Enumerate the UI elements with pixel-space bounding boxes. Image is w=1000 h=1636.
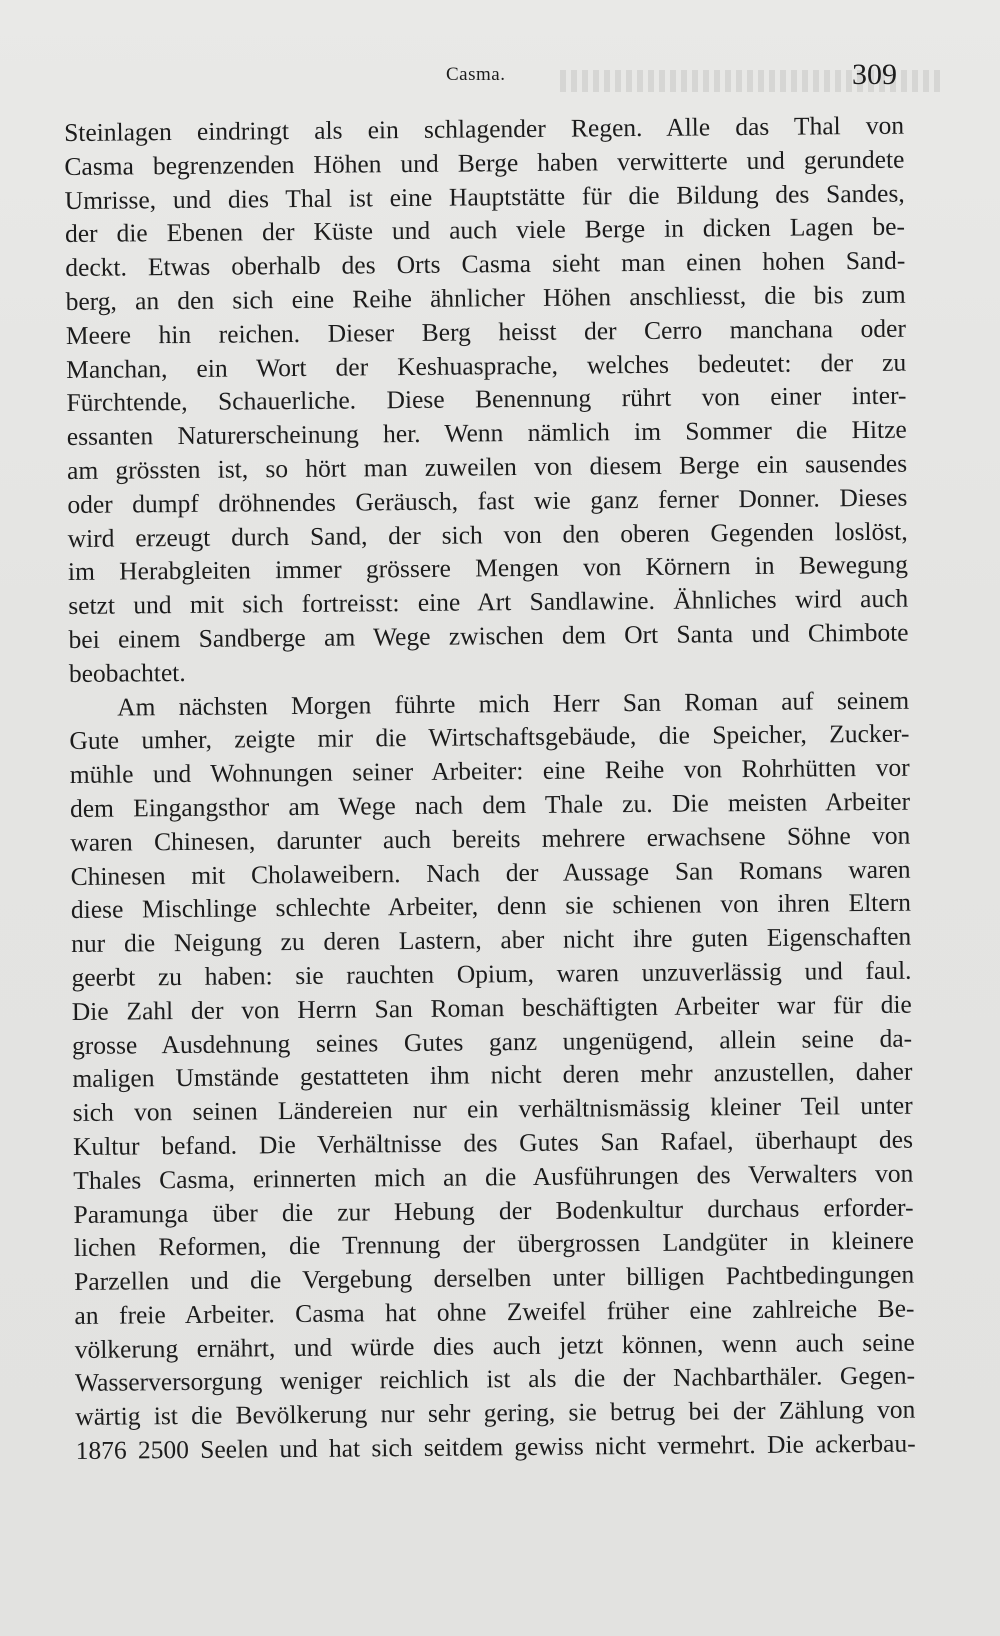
text-line: wird erzeugt durch Sand, der sich von den oberen Gegenden loslöst,	[67, 516, 908, 553]
text-line: essanten Naturerscheinung her. Wenn nämlich im Sommer die Hitze	[66, 414, 907, 452]
text-line: beobachtet.	[68, 657, 186, 688]
text-line: Umrisse, und dies Thal ist eine Hauptstätte für die Bildung des Sandes,	[64, 178, 905, 215]
paragraph	[64, 109, 909, 691]
text-line: waren Chinesen, darunter auch bereits mehrere erwachsene Söhne von	[70, 820, 911, 857]
text-line: am grössten ist, so hört man zuweilen von diesem Berge ein sausendes	[66, 448, 908, 485]
page-number: 309	[852, 58, 897, 91]
text-line: grosse Ausdehnung seines Gutes ganz ungenügend, allein seine da-	[71, 1023, 913, 1060]
text-line: Meere hin reichen. Dieser Berg heisst der Cerro manchana oder	[65, 313, 907, 350]
text-line: mühle und Wohnungen seiner Arbeiter: eine Reihe von Rohrhütten vor	[69, 752, 910, 790]
text-line: Am nächsten Morgen führte mich Herr San Roman auf seinem	[117, 685, 910, 722]
text-line: nur die Neigung zu deren Lastern, aber nicht ihre guten Eigenschaften	[71, 921, 912, 959]
text-line: deckt. Etwas oberhalb des Orts Casma sieht man einen hohen Sand-	[65, 245, 906, 283]
text-line: geerbt zu haben: sie rauchten Opium, waren unzuverlässig und faul.	[71, 955, 912, 992]
text-line: Kultur befand. Die Verhältnisse des Gutes San Rafael, überhaupt des	[72, 1124, 914, 1161]
text-line: Paramunga über die zur Hebung der Bodenkultur durchaus erforder-	[73, 1192, 914, 1229]
text-line: Chinesen mit Cholaweibern. Nach der Aussage San Romans waren	[70, 854, 911, 891]
text-line: im Herabgleiten immer grössere Mengen von Körnern in Bewegung	[67, 550, 909, 587]
text-line: Fürchtende, Schauerliche. Diese Benennung rührt von einer inter-	[66, 381, 907, 418]
body-text	[64, 109, 916, 1468]
text-line: Thales Casma, erinnerten mich an die Ausführungen des Verwalters von	[73, 1158, 914, 1195]
text-line: Steinlagen eindringt als ein schlagender Regen. Alle das Thal von	[64, 110, 905, 147]
text-line: oder dumpf dröhnendes Geräusch, fast wie ganz ferner Donner. Dieses	[67, 482, 908, 519]
text-line: völkerung ernährt, und würde dies auch jetzt können, wenn auch seine	[74, 1327, 915, 1364]
text-line: dem Eingangsthor am Wege nach dem Thale zu. Die meisten Arbeiter	[69, 786, 911, 823]
text-line: 1876 2500 Seelen und hat sich seitdem gewiss nicht vermehrt. Die ackerbau-	[75, 1428, 916, 1466]
text-line: bei einem Sandberge am Wege zwischen dem Ort Santa und Chimbote	[68, 617, 909, 654]
running-head: Casma.	[446, 64, 506, 85]
text-line: an freie Arbeiter. Casma hat ohne Zweifel früher eine zahlreiche Be-	[74, 1293, 915, 1330]
text-line: Casma begrenzenden Höhen und Berge haben verwitterte und gerundete	[64, 144, 905, 181]
text-line: sich von seinen Ländereien nur ein verhältnismässig kleiner Teil unter	[72, 1090, 913, 1128]
text-line: diese Mischlinge schlechte Arbeiter, denn sie schienen von ihren Eltern	[70, 887, 912, 925]
paragraph	[69, 683, 916, 1468]
text-line: Die Zahl der von Herrn San Roman beschäftigten Arbeiter war für die	[71, 989, 912, 1026]
text-line: berg, an den sich eine Reihe ähnlicher Höhen anschliesst, die bis zum	[65, 279, 906, 316]
text-line: Wasserversorgung weniger reichlich ist als die der Nachbarthäler. Gegen-	[74, 1361, 916, 1398]
text-line: maligen Umstände gestatteten ihm nicht deren mehr anzustellen, daher	[72, 1056, 913, 1094]
text-line: Manchan, ein Wort der Keshuasprache, welches bedeutet: der zu	[66, 347, 907, 384]
text-line: Gute umher, zeigte mir die Wirtschaftsgebäude, die Speicher, Zucker-	[69, 718, 910, 756]
text-line: setzt und mit sich fortreisst: eine Art Sandlawine. Ähnliches wird auch	[68, 583, 909, 621]
text-line: Parzellen und die Vergebung derselben unter billigen Pachtbedingungen	[74, 1259, 915, 1297]
text-line: wärtig ist die Bevölkerung nur sehr gering, sie betrug bei der Zählung von	[75, 1394, 916, 1432]
text-line: lichen Reformen, die Trennung der übergrossen Landgüter in kleinere	[73, 1225, 914, 1263]
text-line: der die Ebenen der Küste und auch viele Berge in dicken Lagen be-	[64, 212, 906, 249]
